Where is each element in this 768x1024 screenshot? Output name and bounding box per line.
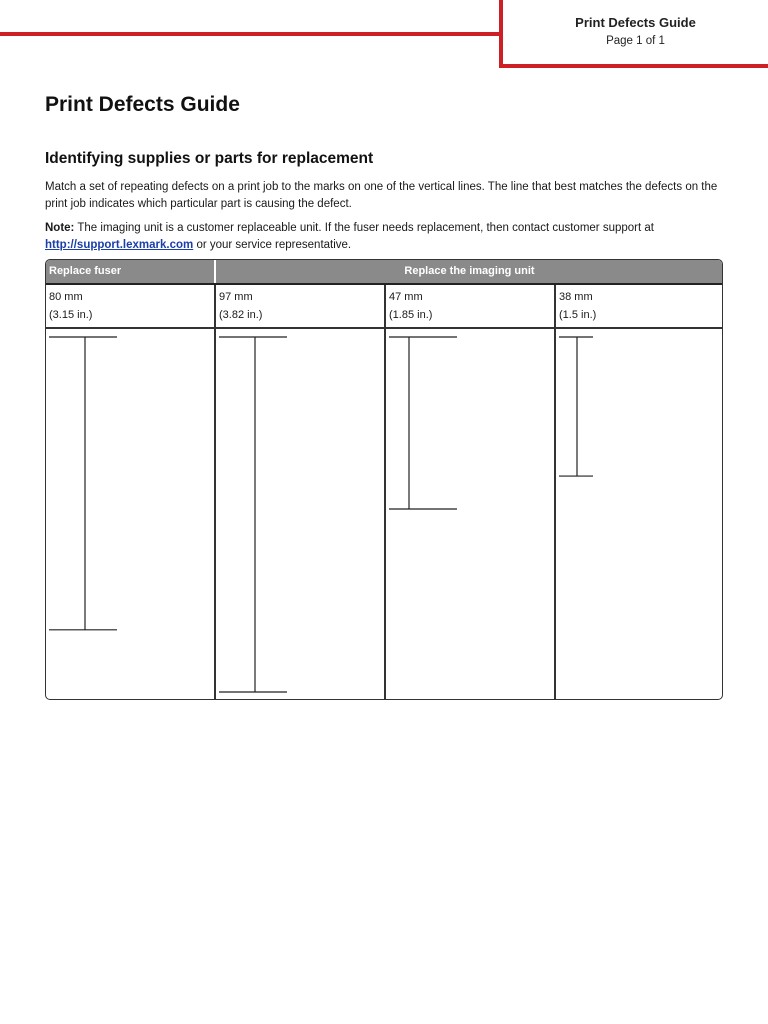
- defects-table: [45, 259, 723, 700]
- support-link[interactable]: http://support.lexmark.com: [45, 238, 194, 251]
- size-cell-47mm: [389, 288, 432, 324]
- column-divider: [384, 285, 386, 700]
- page-number: Page 1 of 1: [606, 35, 665, 47]
- header-rule: [0, 32, 502, 36]
- size-mm: 47 mm: [389, 291, 423, 303]
- size-inches: (3.82 in.): [219, 309, 263, 321]
- column-divider: [214, 285, 216, 700]
- table-header: [46, 260, 722, 285]
- header-replace-imaging-unit: Replace the imaging unit: [404, 265, 535, 277]
- note-text-after: or your service representative.: [193, 238, 352, 251]
- size-cell-97mm: [219, 288, 262, 324]
- size-mm: 97 mm: [219, 291, 253, 303]
- column-divider: [554, 285, 556, 700]
- section-title: Identifying supplies or parts for replacement: [45, 150, 374, 167]
- document-title: Print Defects Guide: [45, 93, 240, 116]
- note-text: The imaging unit is a customer replaceable unit. If the fuser needs replacement, then contact customer support at: [74, 222, 654, 234]
- size-inches: (1.85 in.): [389, 309, 433, 321]
- size-inches: (1.5 in.): [559, 309, 597, 321]
- size-cell-38mm: [559, 288, 596, 324]
- note-label: Note:: [45, 222, 75, 234]
- header-replace-fuser: Replace fuser: [49, 265, 122, 277]
- intro-paragraph: Match a set of repeating defects on a print job to the marks on one of the vertical lines. The line that best matches the defects on the print job indicates which particular part is causing the defect.: [45, 181, 718, 210]
- size-mm: 80 mm: [49, 291, 83, 303]
- size-inches: (3.15 in.): [49, 309, 93, 321]
- size-mm: 38 mm: [559, 291, 593, 303]
- note-paragraph: [45, 220, 725, 253]
- size-cell-80mm: [49, 288, 92, 324]
- page-header: [499, 0, 768, 68]
- header-title: Print Defects Guide: [575, 15, 696, 30]
